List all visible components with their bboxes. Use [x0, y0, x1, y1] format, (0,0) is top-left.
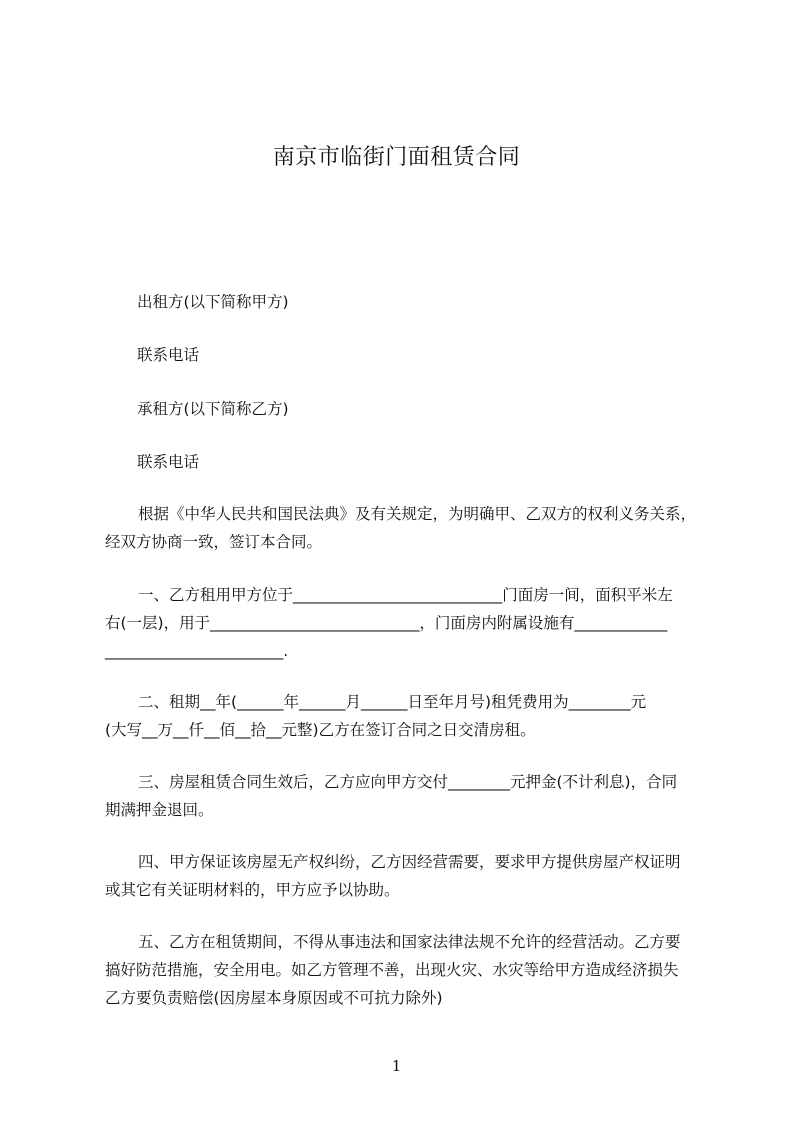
clause-line: 五、乙方在租赁期间，不得从事违法和国家法律法规不允许的经营活动。乙方要 [138, 933, 681, 951]
preamble-paragraph [105, 500, 705, 556]
clause-line: 右(一层)，用于___________________________，门面房内附属设施有____________ [105, 614, 668, 632]
clause-4 [105, 848, 705, 904]
lessee-label: 承租方(以下简称乙方) [137, 400, 289, 418]
clause-line: 乙方要负责赔偿(因房屋本身原因或不可抗力除外) [105, 989, 443, 1007]
page-number: 1 [391, 1057, 402, 1075]
document-title: 南京市临街门面租赁合同 [272, 145, 521, 170]
lessee-phone-label: 联系电话 [137, 453, 200, 471]
clause-line: 三、房屋租赁合同生效后，乙方应向甲方交付________元押金(不计利息)，合同 [138, 773, 678, 791]
clause-1 [105, 581, 705, 665]
lessor-phone-label: 联系电话 [137, 346, 200, 364]
clause-line: 或其它有关证明材料的，甲方应予以协助。 [105, 881, 400, 899]
clause-5 [105, 928, 705, 1012]
clause-3 [105, 768, 705, 824]
clause-line: 搞好防范措施，安全用电。如乙方管理不善，出现火灾、水灾等给甲方造成经济损失 [105, 961, 679, 979]
clause-line: _______________________. [105, 642, 289, 660]
clause-line: (大写__万__仟__佰__拾__元整)乙方在签订合同之日交清房租。 [105, 721, 536, 739]
preamble-line: 根据《中华人民共和国民法典》及有关规定，为明确甲、乙双方的权利义务关系， [138, 505, 697, 523]
clause-line: 期满押金退回。 [105, 801, 214, 819]
clause-2 [105, 688, 705, 744]
preamble-line: 经双方协商一致，签订本合同。 [105, 533, 323, 551]
clause-line: 一、乙方租用甲方位于___________________________门面房一间，面积平米左 [138, 586, 673, 604]
lessor-label: 出租方(以下简称甲方) [137, 293, 289, 311]
clause-line: 四、甲方保证该房屋无产权纠纷，乙方因经营需要，要求甲方提供房屋产权证明 [138, 853, 681, 871]
clause-line: 二、租期__年(______年______月______日至年月号)租凭费用为________元 [138, 693, 647, 711]
